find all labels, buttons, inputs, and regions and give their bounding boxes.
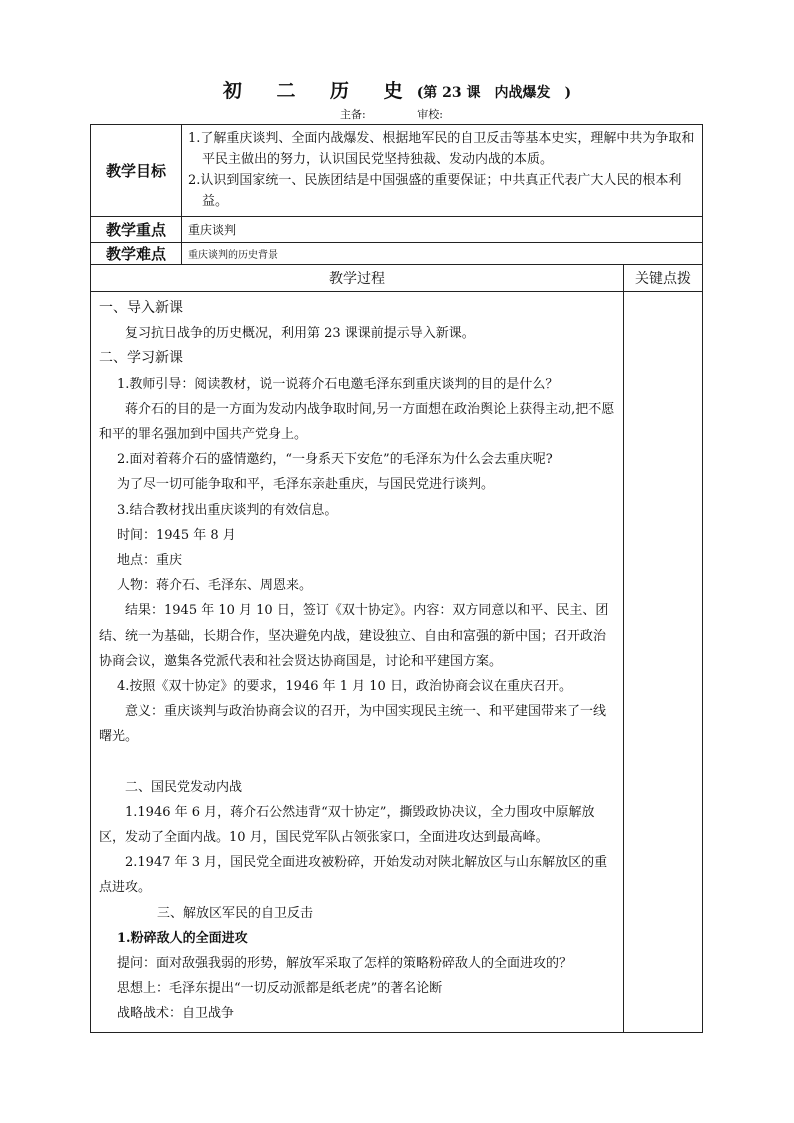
section-title: 一、导入新课 xyxy=(99,300,183,316)
difficulty-value: 重庆谈判的历史背景 xyxy=(182,243,703,265)
answer: 为了尽一切可能争取和平，毛泽东亲赴重庆，与国民党进行谈判。 xyxy=(117,477,495,493)
key-row xyxy=(91,217,703,243)
goal-item: 1.了解重庆谈判、全面内战爆发、根据地军民的自卫反击等基本史实，理解中共为争取和平民主做出的努力，认识国民党坚持独裁、发动内战的本质。 xyxy=(188,131,695,167)
paragraph: 思想上：毛泽东提出“一切反动派都是纸老虎”的著名论断 xyxy=(117,981,443,997)
goals-label: 教学目标 xyxy=(91,125,182,217)
difficulty-row xyxy=(91,243,703,265)
info-result: 结果：1945 年 10 月 10 日，签订《双十协定》。内容：双方同意以和平、民主、团结、统一为基础，长期合作，坚决避免内战，建设独立、自由和富强的新中国；召开政治协商会议，邀集各党派代表和社会贤达协商国是，讨论和平建国方案。 xyxy=(99,603,609,669)
info-place: 地点：重庆 xyxy=(117,553,183,569)
subsection-title: 1.粉碎敌人的全面进攻 xyxy=(117,930,248,946)
info-people: 人物：蒋介石、毛泽东、周恩来。 xyxy=(117,578,313,594)
process-content xyxy=(91,292,624,1033)
answer: 蒋介石的目的是一方面为发动内战争取时间,另一方面想在政治舆论上获得主动,把不愿和平的罪名强加到中国共产党身上。 xyxy=(99,401,615,443)
paragraph: 2.1947 年 3 月，国民党全面进攻被粉碎，开始发动对陕北解放区与山东解放区的重点进攻。 xyxy=(99,855,608,896)
goals-row xyxy=(91,125,703,217)
paragraph: 战略战术：自卫战争 xyxy=(117,1006,235,1022)
section-title: 二、学习新课 xyxy=(99,350,183,367)
info-time: 时间：1945 年 8 月 xyxy=(117,527,236,543)
process-header-row xyxy=(91,265,703,292)
section-title: 二、国民党发动内战 xyxy=(125,779,243,795)
paragraph: 复习抗日战争的历史概况，利用第 23 课课前提示导入新课。 xyxy=(125,326,475,342)
goals-content xyxy=(182,125,703,217)
title-main: 初 二 历 史 xyxy=(222,80,417,102)
key-label: 教学重点 xyxy=(91,217,182,243)
process-header: 教学过程 xyxy=(91,265,624,292)
keypoint-content xyxy=(624,292,703,1033)
spacer xyxy=(99,750,617,775)
document-title xyxy=(0,76,794,103)
question: 1.教师引导：阅读教材，说一说蒋介石电邀毛泽东到重庆谈判的目的是什么？ xyxy=(117,376,559,392)
title-lesson: (第 23 课 内战爆发 ) xyxy=(416,85,572,101)
host-label: 主备: xyxy=(340,108,366,121)
question: 4.按照《双十协定》的要求，1946 年 1 月 10 日，政治协商会议在重庆召开。 xyxy=(117,679,572,695)
paragraph: 1.1946 年 6 月，蒋介石公然违背“双十协定”，撕毁政协决议，全力围攻中原解放区，发动了全面内战。10 月，国民党军队占领张家口，全面进攻达到最高峰。 xyxy=(99,804,595,846)
author-line xyxy=(340,106,491,122)
key-value: 重庆谈判 xyxy=(182,217,703,243)
question: 提问：面对敌强我弱的形势，解放军采取了怎样的策略粉碎敌人的全面进攻的？ xyxy=(117,956,573,972)
section-title: 三、解放区军民的自卫反击 xyxy=(157,905,314,921)
difficulty-label: 教学难点 xyxy=(91,243,182,265)
lesson-plan-table xyxy=(90,124,703,1033)
process-row xyxy=(91,292,703,1033)
question: 3.结合教材找出重庆谈判的有效信息。 xyxy=(117,502,338,518)
goal-item: 2.认识到国家统一、民族团结是中国强盛的重要保证；中共真正代表广大人民的根本利益。 xyxy=(188,173,682,209)
meaning: 意义：重庆谈判与政治协商会议的召开，为中国实现民主统一、和平建国带来了一线曙光。 xyxy=(99,704,607,745)
keypoint-header: 关键点拨 xyxy=(624,265,703,292)
review-label: 审校: xyxy=(417,108,443,121)
question: 2.面对着蒋介石的盛情邀约，“一身系天下安危”的毛泽东为什么会去重庆呢? xyxy=(117,452,553,468)
